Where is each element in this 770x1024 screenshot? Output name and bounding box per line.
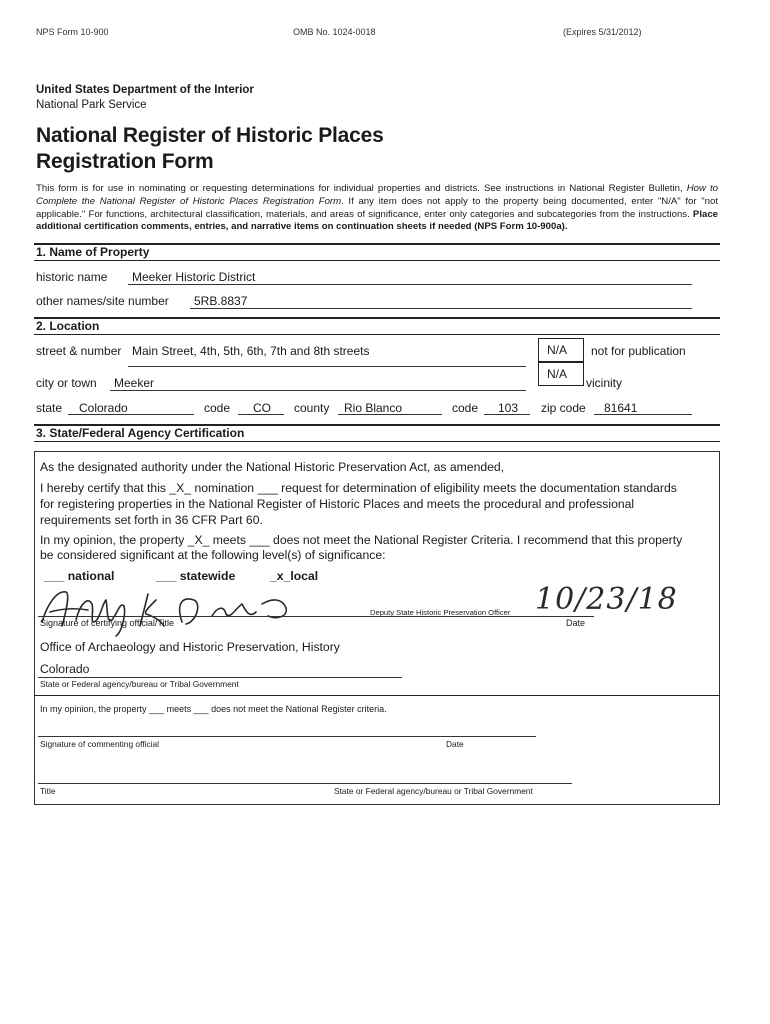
section3-heading-rule (34, 441, 720, 442)
level-national[interactable]: ___ national (44, 569, 115, 583)
section3-heading: 3. State/Federal Agency Certification (36, 426, 245, 440)
level-statewide[interactable]: ___ statewide (156, 569, 236, 583)
historic-name-field[interactable]: Meeker Historic District (132, 270, 256, 284)
city-label: city or town (36, 376, 97, 390)
agency-label: State or Federal agency/bureau or Tribal Government (40, 679, 239, 689)
section1-heading: 1. Name of Property (36, 245, 150, 259)
title-label: Title (40, 786, 56, 796)
authority-statement: As the designated authority under the National Historic Preservation Act, as amended, (40, 460, 505, 474)
other-names-label: other names/site number (36, 294, 169, 308)
certify-line-1: I hereby certify that this _X_ nomination ___ request for determination of eligibility meets the documentation standards (40, 481, 677, 495)
date-label: Date (566, 618, 586, 628)
county-field[interactable]: Rio Blanco (344, 401, 403, 415)
comment-opinion: In my opinion, the property ___ meets ___ does not meet the National Register criteria. (40, 704, 387, 714)
commenting-label: Signature of commenting official (40, 739, 160, 749)
county-code-field[interactable]: 103 (498, 401, 519, 415)
office-state: Colorado (40, 662, 90, 676)
office-name: Office of Archaeology and Historic Preservation, History (40, 640, 340, 654)
expiration: (Expires 5/31/2012) (563, 27, 642, 37)
date-label-2: Date (446, 739, 464, 749)
handwritten-signature (36, 582, 306, 638)
not-for-publication-box[interactable] (538, 338, 584, 362)
opinion-line-2: be considered significant at the following level(s) of significance: (40, 548, 386, 562)
state-code-label: code (204, 401, 231, 415)
zip-field[interactable]: 81641 (604, 401, 638, 415)
form-number: NPS Form 10-900 (36, 27, 109, 37)
state-code-underline (238, 414, 284, 415)
section2-heading-rule (34, 334, 720, 335)
form-title-line2: Registration Form (36, 150, 214, 173)
state-code-field[interactable]: CO (253, 401, 271, 415)
county-code-underline (484, 414, 530, 415)
street-field[interactable]: Main Street, 4th, 5th, 6th, 7th and 8th streets (132, 344, 370, 358)
instructions-paragraph (36, 183, 718, 234)
county-underline (338, 414, 442, 415)
service-name: National Park Service (36, 99, 147, 111)
historic-name-underline (128, 284, 692, 285)
state-label: state (36, 401, 63, 415)
other-names-underline (190, 308, 692, 309)
county-code-label: code (452, 401, 479, 415)
form-title-line1: National Register of Historic Places (36, 124, 384, 147)
omb-number: OMB No. 1024-0018 (293, 27, 376, 37)
intro-bold-note: Place additional certification comments, entries, and narrative items on continuation sheets if needed (NPS Form 10-900a). (36, 208, 718, 233)
commenting-underline (38, 736, 536, 737)
street-underline (128, 366, 526, 367)
certify-line-3: requirements set forth in 36 CFR Part 60. (40, 513, 263, 527)
agency-underline (38, 677, 402, 678)
intro-text-2: . If any item does not apply to the property being documented, enter "N/A" for "not applicable." For functions, architectural classification, materials, and areas of significance, enter only categories and subcategories from the instructions. (36, 195, 718, 220)
section2-top-rule (34, 317, 720, 319)
certify-line-2: for registering properties in the National Register of Historic Places and meets the procedural and professional (40, 497, 635, 511)
signer-title: Deputy State Historic Preservation Officer (370, 608, 511, 617)
not-for-publication-label: not for publication (591, 344, 686, 358)
section2-heading: 2. Location (36, 319, 100, 333)
vicinity-box[interactable] (538, 362, 584, 386)
vicinity-label: vicinity (586, 376, 623, 390)
city-field[interactable]: Meeker (114, 376, 155, 390)
opinion-line-1: In my opinion, the property _X_ meets ___ does not meet the National Register Criteria. I recommend that this property (40, 533, 683, 547)
county-label: county (294, 401, 330, 415)
intro-text-1: This form is for use in nominating or requesting determinations for individual properties and districts. See instructions in National Register Bulletin, (36, 183, 687, 194)
city-underline (110, 390, 526, 391)
state-underline (68, 414, 194, 415)
signature-label: Signature of certifying official/Title (40, 618, 175, 628)
comment-divider (34, 695, 720, 696)
department-name: United States Department of the Interior (36, 84, 254, 96)
zip-underline (594, 414, 692, 415)
not-for-publication-value: N/A (547, 343, 568, 357)
state-field[interactable]: Colorado (79, 401, 128, 415)
bulletin-title: How to Complete the National Register of Historic Places Registration Form (36, 183, 718, 207)
signature-underline (38, 616, 594, 617)
agency-label-2: State or Federal agency/bureau or Tribal Government (334, 786, 533, 796)
other-names-field[interactable]: 5RB.8837 (194, 294, 248, 308)
historic-name-label: historic name (36, 270, 108, 284)
signature-date: 10/23/18 (535, 582, 678, 617)
zip-label: zip code (541, 401, 586, 415)
title-underline (38, 783, 572, 784)
section1-heading-rule (34, 260, 720, 261)
street-label: street & number (36, 344, 122, 358)
vicinity-value: N/A (547, 367, 568, 381)
level-local[interactable]: _x_local (270, 569, 319, 583)
